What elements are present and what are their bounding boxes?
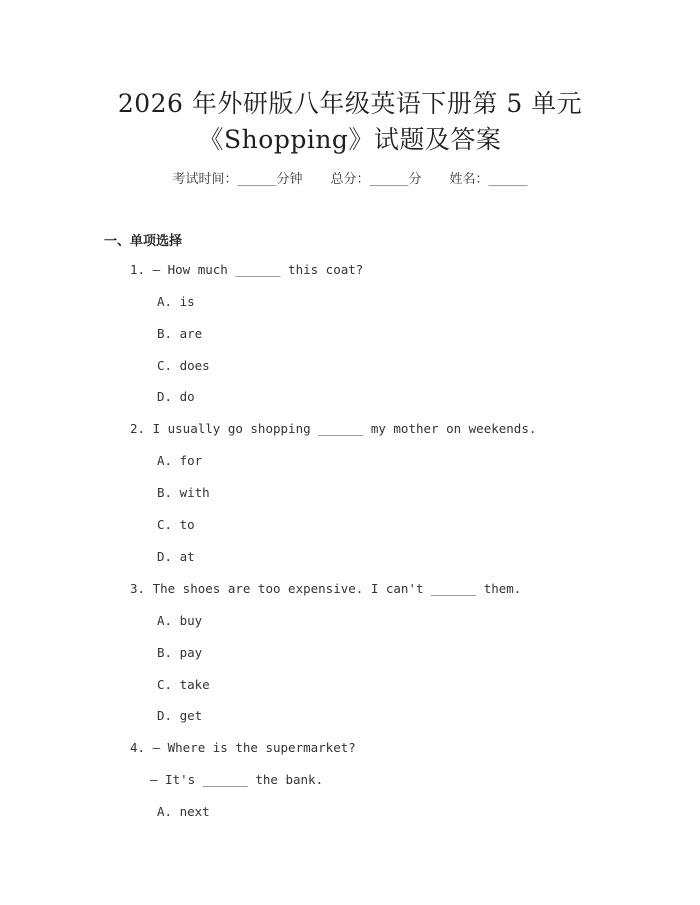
- question-3-option-d: D. get: [157, 708, 203, 723]
- exam-meta: [0, 168, 700, 187]
- question-4-response: — It's ______ the bank.: [150, 772, 324, 787]
- question-2-option-d: D. at: [157, 549, 195, 564]
- student-name-field: 姓名：______: [449, 172, 528, 187]
- question-1: 1. — How much ______ this coat?: [130, 262, 364, 277]
- question-3-option-b: B. pay: [157, 645, 203, 660]
- question-1-option-a: A. is: [157, 294, 195, 309]
- page-title-line-2: 《Shopping》试题及答案: [198, 125, 502, 154]
- question-2-option-b: B. with: [157, 485, 210, 500]
- exam-time-field: 考试时间：______分钟: [172, 172, 303, 187]
- section-heading: 一、单项选择: [104, 234, 183, 249]
- question-1-option-d: D. do: [157, 389, 195, 404]
- total-score-field: 总分：______分: [330, 172, 422, 187]
- question-3-option-c: C. take: [157, 677, 210, 692]
- question-1-option-c: C. does: [157, 358, 210, 373]
- question-4: 4. — Where is the supermarket?: [130, 740, 356, 755]
- question-2-option-a: A. for: [157, 453, 203, 468]
- page-title-line-1: 2026 年外研版八年级英语下册第 5 单元: [117, 89, 583, 118]
- question-3-option-a: A. buy: [157, 613, 203, 628]
- question-4-option-a: A. next: [157, 804, 210, 819]
- question-1-option-b: B. are: [157, 326, 203, 341]
- question-2: 2. I usually go shopping ______ my mother on weekends.: [130, 421, 537, 436]
- question-3: 3. The shoes are too expensive. I can't ______ them.: [130, 581, 522, 596]
- question-2-option-c: C. to: [157, 517, 195, 532]
